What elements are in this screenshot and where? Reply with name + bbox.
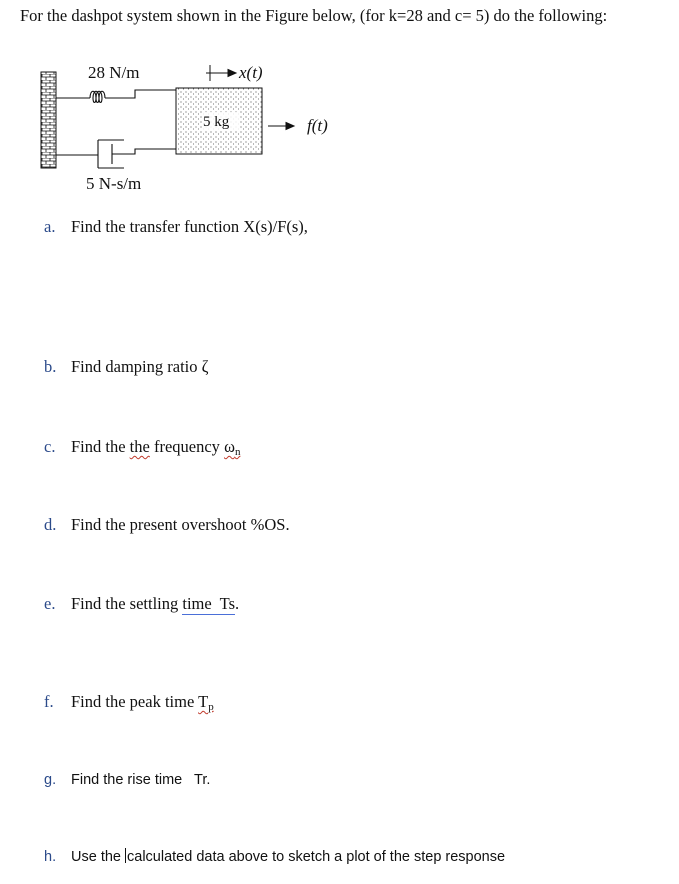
peak-time-symbol: Tp [198,692,214,713]
question-text-end: frequency [149,437,225,456]
zeta-symbol: ζ [201,357,209,376]
question-h [44,848,505,865]
question-e: e. Find the settling time Ts. [44,594,240,613]
mass-label: 5 kg [203,114,230,130]
question-c [44,437,240,457]
settling-time-symbol: time Ts [182,594,236,613]
question-text: Find the settling [71,594,183,613]
question-text: Find the rise time Tr. [71,772,211,788]
damper [56,140,176,168]
question-f [44,692,214,712]
force-arrow [268,123,294,130]
question-text: Find the present overshoot %OS. [71,515,290,534]
problem-intro: For the dashpot system shown in the Figure below, (for k=28 and c= 5) do the following: [20,6,608,25]
displacement-label: x(t) [239,63,263,82]
spring [56,90,176,103]
spring-label: 28 N/m [88,63,140,82]
question-b [44,357,208,377]
question-text: Find the peak time [71,692,199,711]
question-text: Find the transfer function X(s)/F(s), [71,217,308,236]
text-cursor[interactable] [125,848,126,863]
question-label: e. [44,594,56,613]
question-label: f. [44,692,54,711]
question-label: a. [44,217,56,236]
omega-symbol: ωn [224,437,241,458]
question-text: Use the [71,849,125,865]
displacement-arrow [206,65,236,81]
force-label: f(t) [307,116,328,135]
question-label: c. [44,437,56,456]
question-g [44,772,210,788]
question-label: h. [44,849,57,865]
dashpot-figure [40,56,360,196]
question-text: Find damping ratio [71,357,202,376]
damper-label: 5 N-s/m [86,174,142,193]
question-label: g. [44,772,57,788]
question-text-end: calculated data above to sketch a plot of the step response [127,849,506,865]
question-a [44,217,308,237]
question-d [44,515,290,535]
wall [41,72,56,168]
duplicate-word: the [129,437,150,456]
question-text: Find the [71,437,130,456]
question-label: b. [44,357,57,376]
question-label: d. [44,515,57,534]
